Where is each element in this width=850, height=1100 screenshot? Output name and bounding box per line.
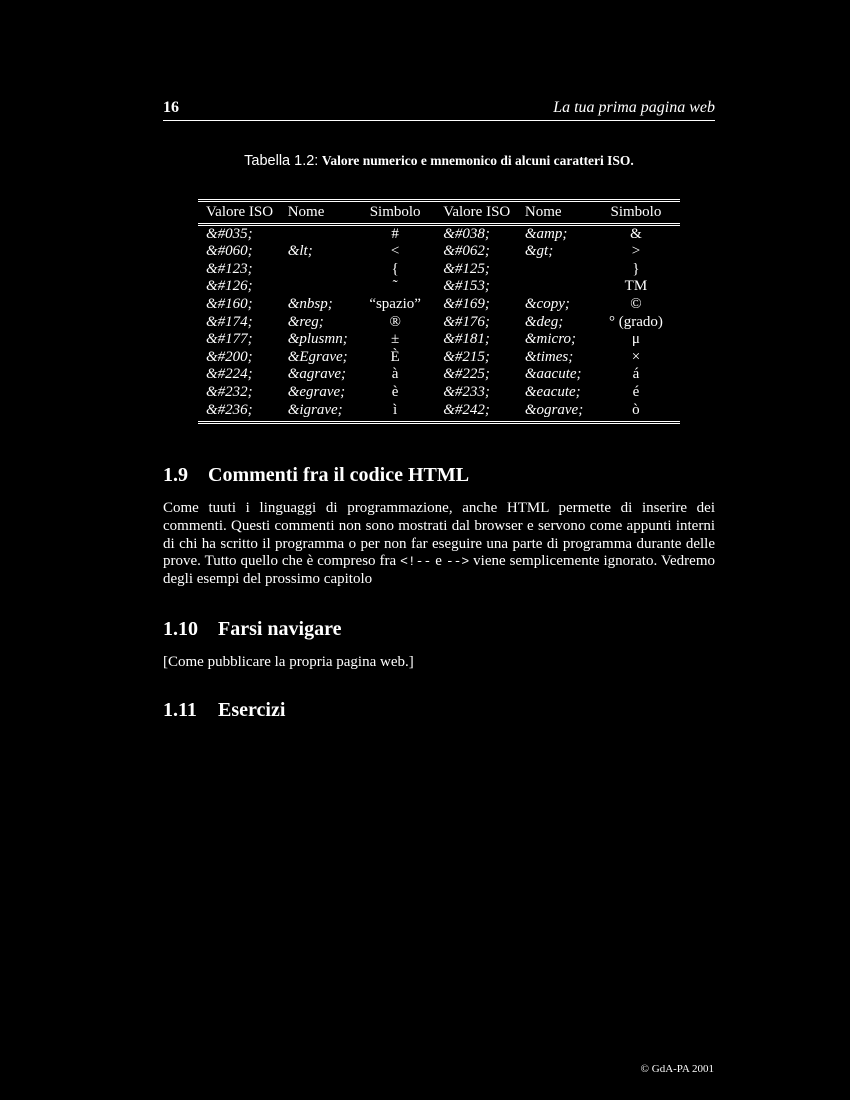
entity-name-cell: &times; — [524, 348, 574, 365]
running-title: La tua prima pagina web — [553, 99, 715, 116]
table-header-row — [198, 201, 680, 225]
table-row — [198, 331, 680, 349]
iso-value-cell: &#126; — [206, 278, 253, 295]
iso-value-cell: &#035; — [206, 225, 253, 242]
iso-value-cell: &#060; — [206, 243, 253, 260]
iso-value-cell: &#200; — [206, 348, 253, 365]
entity-name-cell: &micro; — [524, 331, 576, 348]
table-row — [198, 314, 680, 332]
section-1-9-paragraph — [163, 500, 715, 589]
symbol-cell: é — [632, 383, 640, 400]
entity-name-cell — [280, 224, 355, 243]
iso-value-cell: &#233; — [443, 383, 490, 400]
column-header: Valore ISO — [443, 204, 511, 220]
entity-name-cell — [280, 278, 355, 296]
symbol-cell: ì — [393, 401, 398, 418]
symbol-cell: © — [630, 295, 642, 312]
table-body — [198, 224, 680, 423]
symbol-cell: { — [391, 260, 399, 277]
entity-name-cell: &aacute; — [524, 366, 582, 383]
entity-name-cell: &copy; — [524, 295, 570, 312]
iso-characters-table — [198, 199, 680, 424]
symbol-cell: “spazio” — [369, 295, 421, 312]
symbol-cell: ® — [389, 313, 401, 330]
entity-name-cell: &gt; — [524, 243, 554, 260]
entity-name-cell: &deg; — [524, 313, 564, 330]
entity-name-cell: &amp; — [524, 225, 568, 242]
symbol-cell: < — [390, 243, 400, 260]
section-title: Farsi navigare — [218, 618, 342, 640]
iso-value-cell: &#224; — [206, 366, 253, 383]
entity-name-cell: &Egrave; — [287, 348, 348, 365]
iso-value-cell: &#176; — [443, 313, 490, 330]
symbol-cell: TM — [624, 278, 648, 295]
iso-value-cell: &#232; — [206, 383, 253, 400]
column-header: Simbolo — [369, 204, 421, 220]
section-heading-1-10 — [163, 618, 342, 641]
section-heading-1-9 — [163, 464, 469, 487]
iso-value-cell: &#123; — [206, 260, 253, 277]
paragraph-text: e — [431, 553, 446, 570]
iso-value-cell: &#038; — [443, 225, 490, 242]
symbol-cell: × — [631, 348, 641, 365]
section-number: 1.9 — [163, 464, 188, 486]
entity-name-cell — [517, 261, 592, 279]
symbol-cell: } — [632, 260, 640, 277]
entity-name-cell: &lt; — [287, 243, 313, 260]
paragraph-text: viene semplicemente ignorato. Vedremo degli esempi del prossimo capitolo — [163, 553, 716, 588]
symbol-cell: á — [632, 366, 640, 383]
iso-value-cell: &#125; — [443, 260, 490, 277]
entity-name-cell: &nbsp; — [287, 295, 333, 312]
iso-value-cell: &#181; — [443, 331, 490, 348]
entity-name-cell — [280, 261, 355, 279]
symbol-cell: à — [391, 366, 399, 383]
entity-name-cell: &igrave; — [287, 401, 343, 418]
footer-copyright: © GdA-PA 2001 — [640, 1063, 714, 1075]
symbol-cell: ° (grado) — [608, 313, 663, 330]
table-row — [198, 296, 680, 314]
entity-name-cell: &reg; — [287, 313, 324, 330]
entity-name-cell: &eacute; — [524, 383, 581, 400]
iso-value-cell: &#174; — [206, 313, 253, 330]
entity-name-cell — [517, 278, 592, 296]
column-header: Valore ISO — [206, 204, 274, 220]
section-heading-1-11 — [163, 699, 285, 722]
table-row — [198, 349, 680, 367]
iso-value-cell: &#169; — [443, 295, 490, 312]
column-header: Simbolo — [610, 204, 662, 220]
symbol-cell: È — [390, 348, 400, 365]
section-title: Commenti fra il codice HTML — [208, 464, 470, 486]
iso-value-cell: &#153; — [443, 278, 490, 295]
section-title: Esercizi — [218, 699, 286, 721]
table-row — [198, 402, 680, 423]
table-row — [198, 278, 680, 296]
table-row — [198, 366, 680, 384]
iso-value-cell: &#215; — [443, 348, 490, 365]
page-header — [163, 98, 715, 121]
column-header: Nome — [524, 204, 562, 220]
iso-value-cell: &#236; — [206, 401, 253, 418]
symbol-cell: ò — [632, 401, 640, 418]
page-number: 16 — [163, 99, 179, 116]
symbol-cell: ± — [391, 331, 400, 348]
symbol-cell: μ — [631, 331, 640, 348]
comment-open-code: <!-- — [400, 554, 432, 570]
paragraph-text: Come tuuti i linguaggi di programmazione, anche HTML permette di inserire dei commenti. Questi commenti non sono mostrati dal browser e servono come appunti interni di chi ha scritto il programma o per non far eseguire una parte di programma durante delle prove. Tutto quello che è compreso fra — [163, 500, 715, 570]
entity-name-cell: &plusmn; — [287, 331, 348, 348]
symbol-cell: & — [630, 225, 642, 242]
section-number: 1.11 — [163, 699, 197, 721]
iso-value-cell: &#177; — [206, 331, 253, 348]
column-header: Nome — [287, 204, 325, 220]
table-row — [198, 384, 680, 402]
iso-value-cell: &#225; — [443, 366, 490, 383]
table-row — [198, 224, 680, 243]
table-caption — [163, 153, 715, 170]
section-1-10-note: [Come pubblicare la propria pagina web.] — [163, 654, 414, 670]
symbol-cell: > — [631, 243, 641, 260]
iso-value-cell: &#062; — [443, 243, 490, 260]
table-row — [198, 243, 680, 261]
symbol-cell: ˜ — [392, 278, 398, 295]
comment-close-code: --> — [445, 554, 470, 570]
iso-value-cell: &#242; — [443, 401, 490, 418]
entity-name-cell: &egrave; — [287, 383, 346, 400]
entity-name-cell: &agrave; — [287, 366, 347, 383]
symbol-cell: # — [391, 225, 399, 242]
iso-value-cell: &#160; — [206, 295, 253, 312]
symbol-cell: è — [391, 383, 399, 400]
section-number: 1.10 — [163, 618, 198, 640]
table-caption-text: Valore numerico e mnemonico di alcuni caratteri ISO. — [321, 153, 634, 168]
entity-name-cell: &ograve; — [524, 401, 584, 418]
table-caption-label: Tabella 1.2: — [244, 153, 319, 169]
table-row — [198, 261, 680, 279]
